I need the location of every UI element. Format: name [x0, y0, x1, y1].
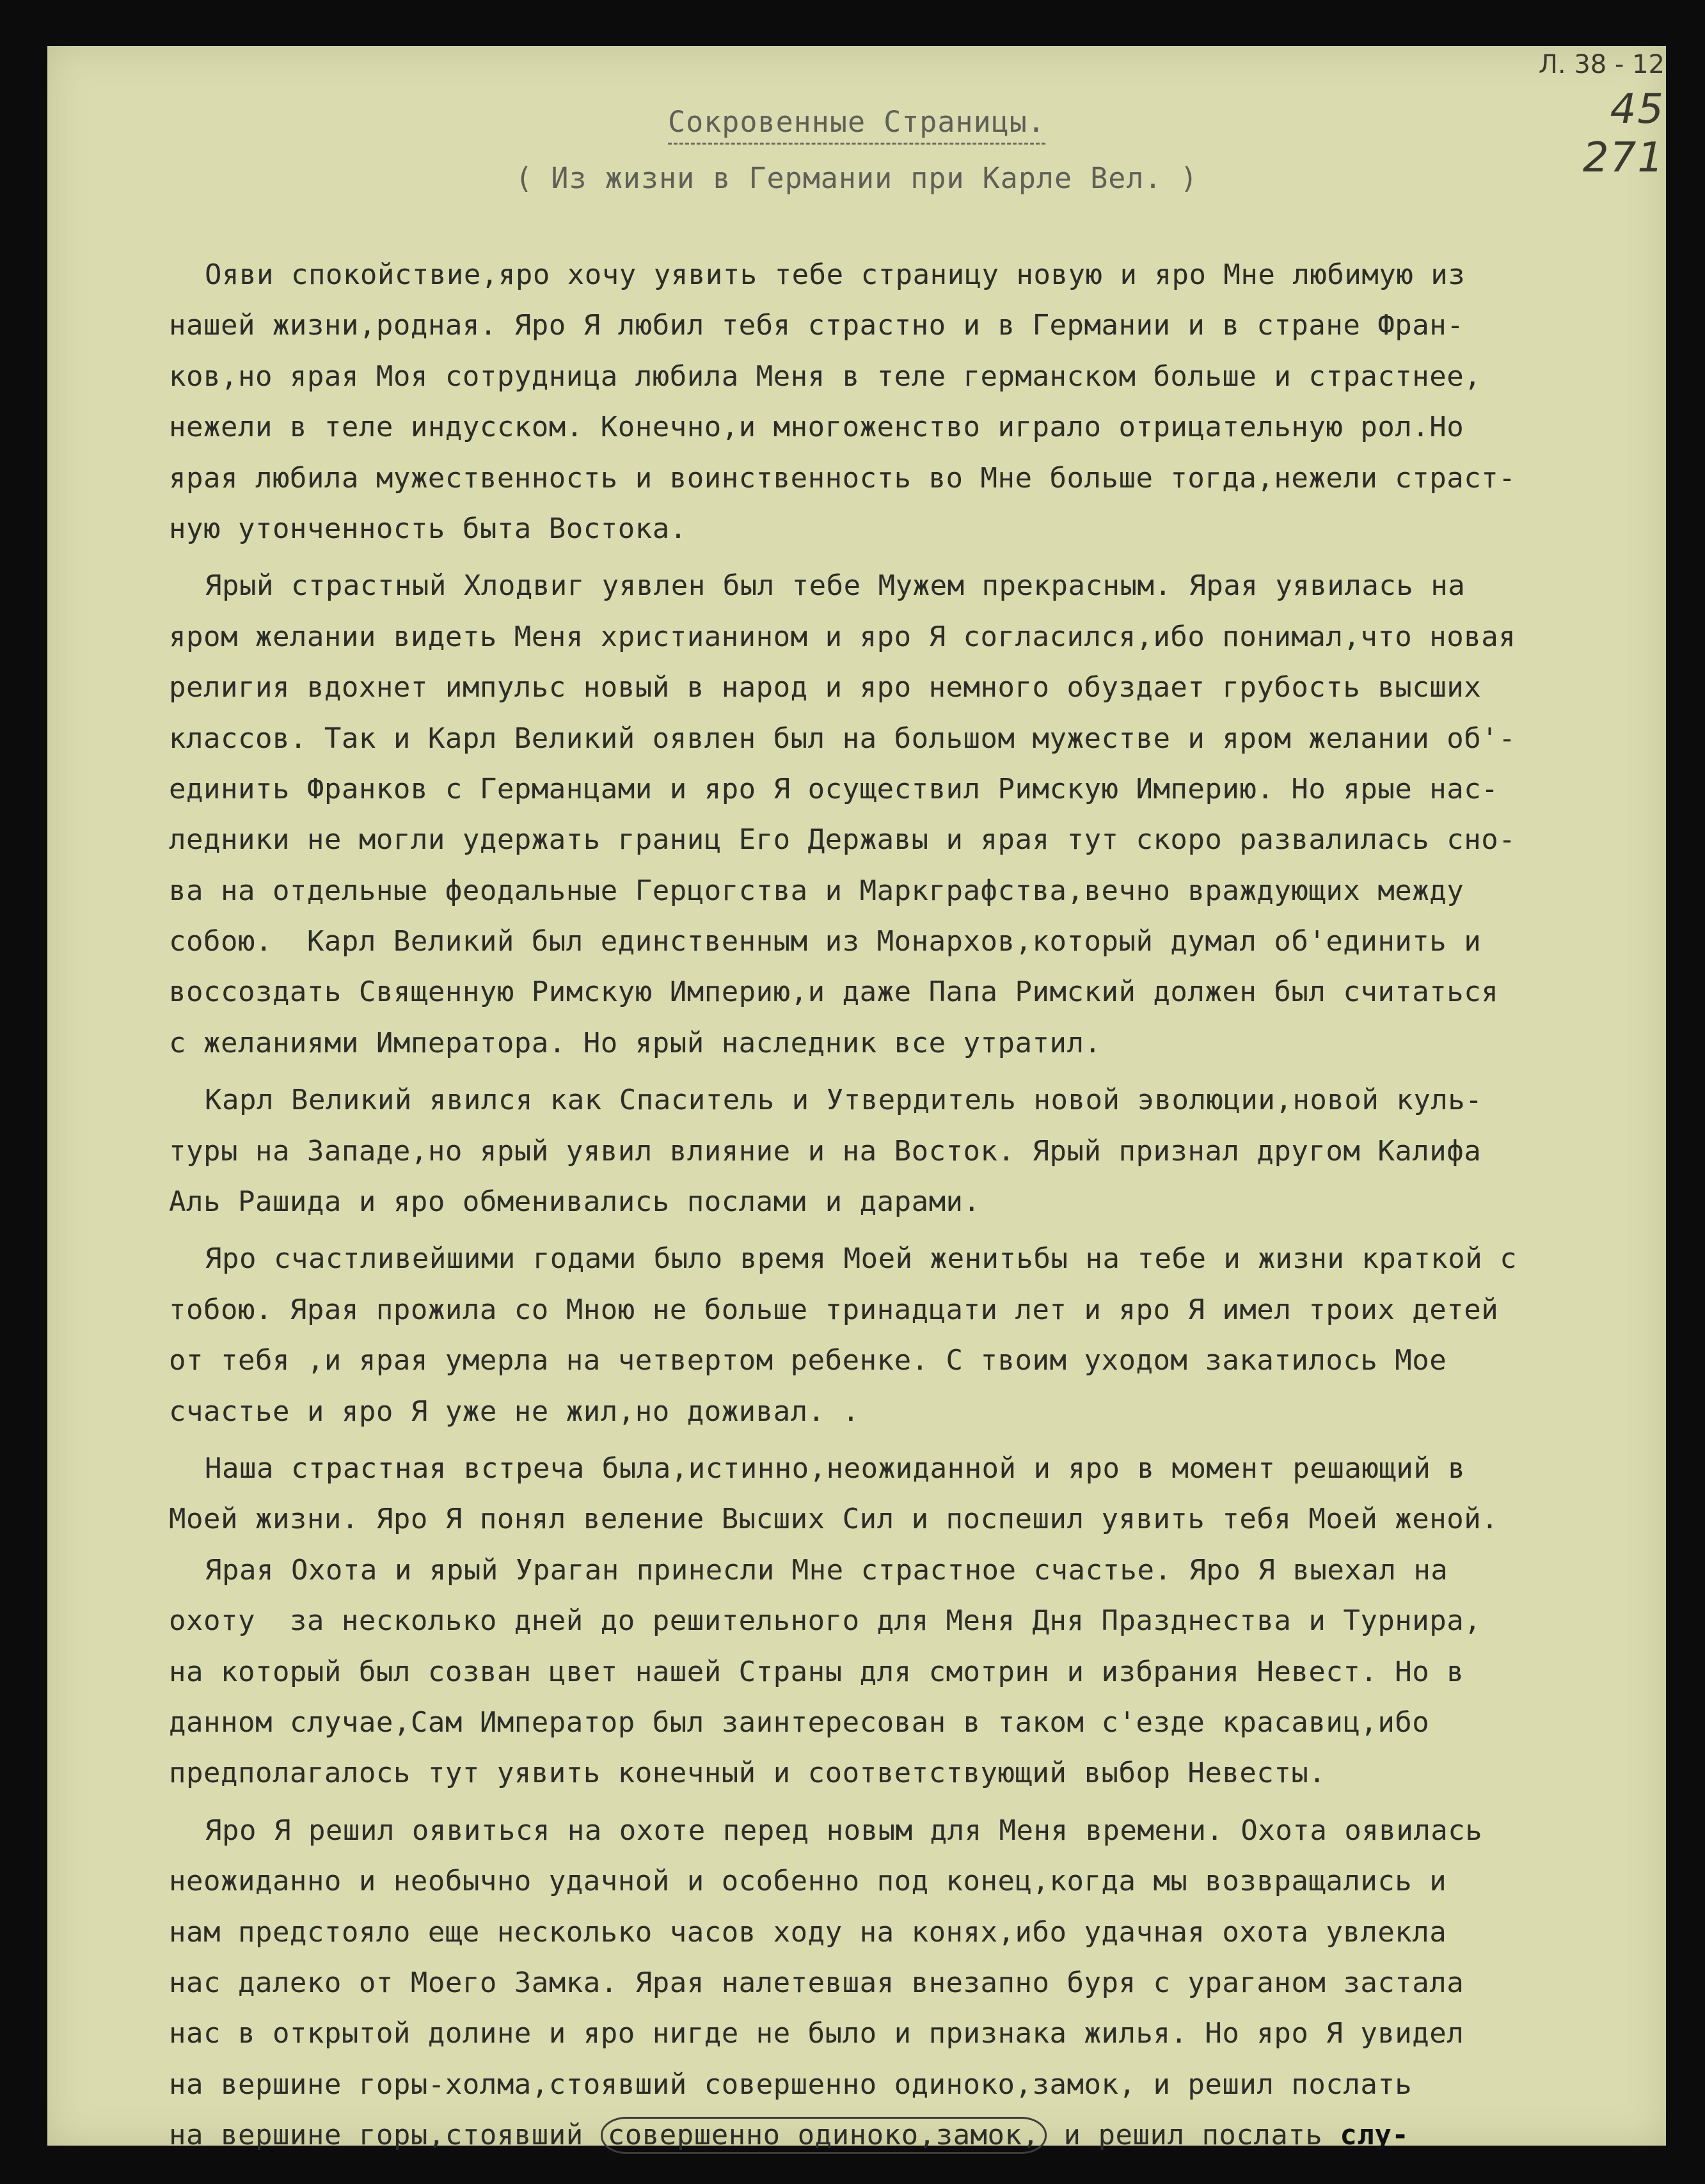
document-title: Сокровенные Страницы. — [668, 105, 1045, 145]
text-line: ков,но ярая Моя сотрудница любила Меня в теле германском больше и страстнее, — [169, 360, 1482, 393]
text-line: Наша страстная встреча была,истинно,неожиданной и яро в момент решающий в — [205, 1452, 1466, 1485]
text-line: неожиданно и необычно удачной и особенно под конец,когда мы возвращались и — [169, 1865, 1447, 1898]
text-line: воссоздать Священную Римскую Империю,и даже Папа Римский должен был считаться — [169, 976, 1499, 1009]
text-line: ную утонченность быта Востока. — [169, 512, 687, 545]
text-line: Моей жизни. Яро Я понял веление Высших Сил и поспешил уявить тебя Моей женой. — [169, 1503, 1499, 1536]
text-line: нас далеко от Моего Замка. Ярая налетевшая внезапно буря с ураганом застала — [169, 1966, 1464, 1999]
final-line-end: и решил послать — [1046, 2119, 1340, 2152]
text-line: данном случае,Сам Император был заинтересован в таком с'езде красавиц,ибо — [169, 1705, 1430, 1739]
text-line: Яро Я решил оявиться на охоте перед новым для Меня времени. Охота оявилась — [205, 1814, 1483, 1847]
archive-code: Л. 38 - 12 — [1538, 50, 1665, 79]
text-line: тобою. Ярая прожила со Мною не больше тринадцати лет и яро Я имел троих детей — [169, 1293, 1499, 1326]
document-subtitle: ( Из жизни в Германии при Карле Вел. ) — [515, 161, 1198, 195]
text-line: нежели в теле индусском. Конечно,и многоженство играло отрицательную рол.Но — [169, 411, 1464, 444]
text-line: яром желании видеть Меня христианином и яро Я согласился,ибо понимал,что новая — [169, 620, 1516, 653]
text-line: на который был созван цвет нашей Страны для смотрин и избрания Невест. Но в — [169, 1655, 1464, 1688]
text-line: Ояви спокойствие,яро хочу уявить тебе страницу новую и яро Мне любимую из — [205, 258, 1466, 291]
text-line: собою. Карл Великий был единственным из Монархов,который думал об'единить и — [169, 925, 1482, 958]
text-line: предполагалось тут уявить конечный и соответствующий выбор Невесты. — [169, 1757, 1326, 1790]
document-body — [169, 249, 1692, 2160]
text-line: от тебя ,и ярая умерла на четвертом ребенке. С твоим уходом закатилось Мое — [169, 1344, 1447, 1377]
text-line: Ярая Охота и ярый Ураган принесли Мне страстное счастье. Яро Я выехал на — [205, 1553, 1448, 1587]
text-line: ледники не могли удержать границ Его Державы и ярая тут скоро развалилась сно- — [169, 823, 1516, 857]
text-line: с желаниями Императора. Но ярый наследник все утратил. — [169, 1026, 1102, 1059]
text-line: Карл Великий явился как Спаситель и Утвердитель новой эволюции,новой куль- — [205, 1084, 1483, 1117]
text-line: ярая любила мужественность и воинственность во Мне больше тогда,нежели страст- — [169, 461, 1516, 495]
text-line: охоту за несколько дней до решительного для Меня Дня Празднества и Турнира, — [169, 1604, 1482, 1638]
archive-sheet: 271 — [1582, 134, 1665, 182]
document-page — [47, 46, 1666, 2152]
text-line: религия вдохнет импульс новый в народ и яро немного обуздает грубость высших — [169, 671, 1482, 704]
text-line: на вершине горы-холма,стоявший совершенно одиноко,замок, и решил послать — [169, 2068, 1413, 2101]
archive-folio: 45 — [1610, 86, 1665, 133]
text-line: нашей жизни,родная. Яро Я любил тебя страстно и в Германии и в стране Фран- — [169, 309, 1464, 342]
text-line: Ярый страстный Хлодвиг уявлен был тебе Мужем прекрасным. Ярая уявилась на — [205, 569, 1466, 603]
text-line-final — [169, 2110, 1692, 2160]
text-line: классов. Так и Карл Великий оявлен был на большом мужестве и яром желании об'- — [169, 722, 1516, 755]
text-line: единить Франков с Германцами и яро Я осуществил Римскую Империю. Но ярые нас- — [169, 772, 1499, 805]
text-line: нам предстояло еще несколько часов ходу на конях,ибо удачная охота увлекла — [169, 1915, 1447, 1949]
text-line: нас в открытой долине и яро нигде не было и признака жилья. Но яро Я увидел — [169, 2017, 1464, 2050]
final-line-start: на вершине горы,стоявший — [169, 2119, 601, 2152]
title-block — [47, 105, 1666, 195]
text-line: счастье и яро Я уже не жил,но доживал. . — [169, 1395, 860, 1428]
struck-word: слу- — [1340, 2119, 1409, 2152]
text-line: Яро счастливейшими годами было время Моей женитьбы на тебе и жизни краткой с — [205, 1242, 1518, 1276]
circled-phrase: совершенно одиноко,замок, — [601, 2117, 1047, 2154]
text-line: ва на отдельные феодальные Герцогства и Маркграфства,вечно враждующих между — [169, 874, 1464, 907]
text-line: туры на Западе,но ярый уявил влияние и на Восток. Ярый признал другом Калифа — [169, 1134, 1482, 1167]
text-line: Аль Рашида и яро обменивались послами и дарами. — [169, 1185, 981, 1219]
